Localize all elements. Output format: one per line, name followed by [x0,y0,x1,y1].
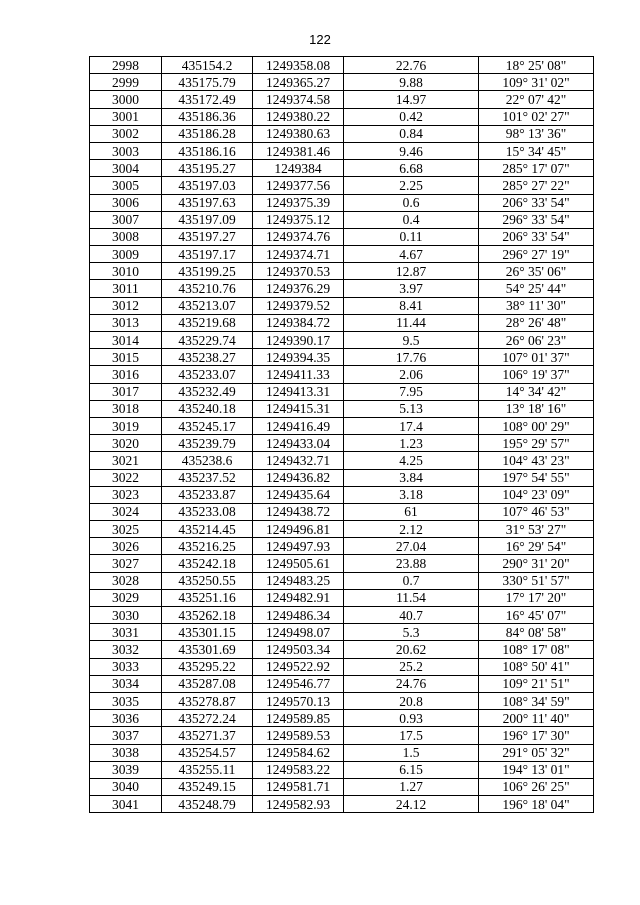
bearing-cell: 196° 17' 30" [479,727,594,744]
x-coordinate-cell: 435197.17 [162,246,253,263]
y-coordinate-cell: 1249497.93 [253,538,344,555]
table-row [90,314,594,331]
x-coordinate-cell: 435175.79 [162,74,253,91]
x-coordinate-cell: 435186.36 [162,108,253,125]
point-number-cell: 3003 [90,142,162,159]
table-row [90,469,594,486]
table-row [90,624,594,641]
y-coordinate-cell: 1249503.34 [253,641,344,658]
coordinates-table-body [90,57,594,813]
y-coordinate-cell: 1249589.85 [253,710,344,727]
point-number-cell: 3032 [90,641,162,658]
x-coordinate-cell: 435214.45 [162,521,253,538]
point-number-cell: 3005 [90,177,162,194]
distance-cell: 8.41 [344,297,479,314]
x-coordinate-cell: 435216.25 [162,538,253,555]
point-number-cell: 3022 [90,469,162,486]
x-coordinate-cell: 435233.07 [162,366,253,383]
bearing-cell: 84° 08' 58" [479,624,594,641]
y-coordinate-cell: 1249483.25 [253,572,344,589]
x-coordinate-cell: 435199.25 [162,263,253,280]
y-coordinate-cell: 1249394.35 [253,349,344,366]
table-row [90,503,594,520]
x-coordinate-cell: 435255.11 [162,761,253,778]
x-coordinate-cell: 435240.18 [162,400,253,417]
table-row [90,796,594,813]
bearing-cell: 291° 05' 32" [479,744,594,761]
table-row [90,108,594,125]
bearing-cell: 106° 26' 25" [479,778,594,795]
y-coordinate-cell: 1249582.93 [253,796,344,813]
x-coordinate-cell: 435245.17 [162,417,253,434]
table-row [90,177,594,194]
table-row [90,400,594,417]
distance-cell: 3.84 [344,469,479,486]
point-number-cell: 3026 [90,538,162,555]
distance-cell: 1.23 [344,435,479,452]
bearing-cell: 101° 02' 27" [479,108,594,125]
point-number-cell: 3041 [90,796,162,813]
y-coordinate-cell: 1249377.56 [253,177,344,194]
x-coordinate-cell: 435186.28 [162,125,253,142]
distance-cell: 2.12 [344,521,479,538]
point-number-cell: 3015 [90,349,162,366]
y-coordinate-cell: 1249374.71 [253,246,344,263]
y-coordinate-cell: 1249358.08 [253,57,344,74]
x-coordinate-cell: 435254.57 [162,744,253,761]
table-row [90,658,594,675]
point-number-cell: 3036 [90,710,162,727]
x-coordinate-cell: 435278.87 [162,692,253,709]
y-coordinate-cell: 1249498.07 [253,624,344,641]
distance-cell: 0.42 [344,108,479,125]
table-row [90,555,594,572]
x-coordinate-cell: 435197.63 [162,194,253,211]
y-coordinate-cell: 1249546.77 [253,675,344,692]
table-row [90,349,594,366]
distance-cell: 4.25 [344,452,479,469]
table-row [90,417,594,434]
y-coordinate-cell: 1249435.64 [253,486,344,503]
distance-cell: 23.88 [344,555,479,572]
y-coordinate-cell: 1249505.61 [253,555,344,572]
distance-cell: 61 [344,503,479,520]
point-number-cell: 3021 [90,452,162,469]
table-row [90,727,594,744]
distance-cell: 27.04 [344,538,479,555]
bearing-cell: 17° 17' 20" [479,589,594,606]
y-coordinate-cell: 1249381.46 [253,142,344,159]
bearing-cell: 38° 11' 30" [479,297,594,314]
x-coordinate-cell: 435233.08 [162,503,253,520]
x-coordinate-cell: 435197.27 [162,228,253,245]
table-row [90,675,594,692]
x-coordinate-cell: 435287.08 [162,675,253,692]
point-number-cell: 3025 [90,521,162,538]
bearing-cell: 195° 29' 57" [479,435,594,452]
distance-cell: 20.8 [344,692,479,709]
y-coordinate-cell: 1249413.31 [253,383,344,400]
table-row [90,160,594,177]
bearing-cell: 206° 33' 54" [479,228,594,245]
y-coordinate-cell: 1249432.71 [253,452,344,469]
table-row [90,778,594,795]
point-number-cell: 3011 [90,280,162,297]
x-coordinate-cell: 435197.03 [162,177,253,194]
x-coordinate-cell: 435301.15 [162,624,253,641]
bearing-cell: 285° 27' 22" [479,177,594,194]
point-number-cell: 3034 [90,675,162,692]
distance-cell: 6.68 [344,160,479,177]
table-row [90,744,594,761]
distance-cell: 0.11 [344,228,479,245]
bearing-cell: 31° 53' 27" [479,521,594,538]
y-coordinate-cell: 1249436.82 [253,469,344,486]
bearing-cell: 109° 31' 02" [479,74,594,91]
bearing-cell: 107° 46' 53" [479,503,594,520]
point-number-cell: 3013 [90,314,162,331]
point-number-cell: 3002 [90,125,162,142]
point-number-cell: 3030 [90,607,162,624]
y-coordinate-cell: 1249374.76 [253,228,344,245]
distance-cell: 24.76 [344,675,479,692]
table-row [90,263,594,280]
bearing-cell: 26° 06' 23" [479,332,594,349]
point-number-cell: 3007 [90,211,162,228]
bearing-cell: 104° 23' 09" [479,486,594,503]
point-number-cell: 3019 [90,417,162,434]
distance-cell: 1.27 [344,778,479,795]
distance-cell: 0.6 [344,194,479,211]
y-coordinate-cell: 1249380.22 [253,108,344,125]
bearing-cell: 108° 17' 08" [479,641,594,658]
point-number-cell: 3008 [90,228,162,245]
x-coordinate-cell: 435233.87 [162,486,253,503]
x-coordinate-cell: 435272.24 [162,710,253,727]
point-number-cell: 3014 [90,332,162,349]
point-number-cell: 3035 [90,692,162,709]
x-coordinate-cell: 435172.49 [162,91,253,108]
distance-cell: 17.4 [344,417,479,434]
table-row [90,57,594,74]
bearing-cell: 98° 13' 36" [479,125,594,142]
point-number-cell: 3027 [90,555,162,572]
point-number-cell: 3039 [90,761,162,778]
distance-cell: 5.13 [344,400,479,417]
table-row [90,486,594,503]
distance-cell: 2.25 [344,177,479,194]
point-number-cell: 3004 [90,160,162,177]
bearing-cell: 14° 34' 42" [479,383,594,400]
distance-cell: 9.88 [344,74,479,91]
x-coordinate-cell: 435238.27 [162,349,253,366]
bearing-cell: 16° 45' 07" [479,607,594,624]
table-row [90,228,594,245]
x-coordinate-cell: 435301.69 [162,641,253,658]
table-row [90,332,594,349]
bearing-cell: 197° 54' 55" [479,469,594,486]
x-coordinate-cell: 435186.16 [162,142,253,159]
bearing-cell: 106° 19' 37" [479,366,594,383]
bearing-cell: 15° 34' 45" [479,142,594,159]
table-row [90,211,594,228]
y-coordinate-cell: 1249583.22 [253,761,344,778]
bearing-cell: 109° 21' 51" [479,675,594,692]
x-coordinate-cell: 435271.37 [162,727,253,744]
x-coordinate-cell: 435219.68 [162,314,253,331]
point-number-cell: 3016 [90,366,162,383]
y-coordinate-cell: 1249384 [253,160,344,177]
distance-cell: 22.76 [344,57,479,74]
distance-cell: 0.93 [344,710,479,727]
y-coordinate-cell: 1249375.39 [253,194,344,211]
y-coordinate-cell: 1249384.72 [253,314,344,331]
y-coordinate-cell: 1249486.34 [253,607,344,624]
table-row [90,692,594,709]
x-coordinate-cell: 435239.79 [162,435,253,452]
distance-cell: 7.95 [344,383,479,400]
y-coordinate-cell: 1249482.91 [253,589,344,606]
table-row [90,452,594,469]
y-coordinate-cell: 1249522.92 [253,658,344,675]
bearing-cell: 108° 00' 29" [479,417,594,434]
x-coordinate-cell: 435238.6 [162,452,253,469]
distance-cell: 17.5 [344,727,479,744]
x-coordinate-cell: 435210.76 [162,280,253,297]
distance-cell: 20.62 [344,641,479,658]
distance-cell: 11.44 [344,314,479,331]
y-coordinate-cell: 1249376.29 [253,280,344,297]
distance-cell: 4.67 [344,246,479,263]
distance-cell: 40.7 [344,607,479,624]
bearing-cell: 194° 13' 01" [479,761,594,778]
distance-cell: 3.97 [344,280,479,297]
point-number-cell: 3037 [90,727,162,744]
point-number-cell: 3006 [90,194,162,211]
y-coordinate-cell: 1249379.52 [253,297,344,314]
y-coordinate-cell: 1249570.13 [253,692,344,709]
x-coordinate-cell: 435295.22 [162,658,253,675]
bearing-cell: 196° 18' 04" [479,796,594,813]
y-coordinate-cell: 1249581.71 [253,778,344,795]
x-coordinate-cell: 435229.74 [162,332,253,349]
y-coordinate-cell: 1249380.63 [253,125,344,142]
distance-cell: 25.2 [344,658,479,675]
point-number-cell: 3023 [90,486,162,503]
table-row [90,538,594,555]
bearing-cell: 206° 33' 54" [479,194,594,211]
y-coordinate-cell: 1249438.72 [253,503,344,520]
distance-cell: 0.84 [344,125,479,142]
table-row [90,761,594,778]
y-coordinate-cell: 1249415.31 [253,400,344,417]
bearing-cell: 107° 01' 37" [479,349,594,366]
x-coordinate-cell: 435250.55 [162,572,253,589]
point-number-cell: 2999 [90,74,162,91]
distance-cell: 12.87 [344,263,479,280]
distance-cell: 24.12 [344,796,479,813]
distance-cell: 11.54 [344,589,479,606]
y-coordinate-cell: 1249433.04 [253,435,344,452]
point-number-cell: 3040 [90,778,162,795]
point-number-cell: 3033 [90,658,162,675]
page-number: 122 [309,32,331,47]
y-coordinate-cell: 1249584.62 [253,744,344,761]
bearing-cell: 290° 31' 20" [479,555,594,572]
x-coordinate-cell: 435213.07 [162,297,253,314]
distance-cell: 3.18 [344,486,479,503]
table-row [90,125,594,142]
bearing-cell: 296° 33' 54" [479,211,594,228]
distance-cell: 1.5 [344,744,479,761]
point-number-cell: 3018 [90,400,162,417]
point-number-cell: 3001 [90,108,162,125]
x-coordinate-cell: 435248.79 [162,796,253,813]
x-coordinate-cell: 435232.49 [162,383,253,400]
bearing-cell: 28° 26' 48" [479,314,594,331]
distance-cell: 17.76 [344,349,479,366]
point-number-cell: 3010 [90,263,162,280]
point-number-cell: 3024 [90,503,162,520]
bearing-cell: 13° 18' 16" [479,400,594,417]
bearing-cell: 330° 51' 57" [479,572,594,589]
table-row [90,246,594,263]
table-row [90,383,594,400]
table-row [90,297,594,314]
point-number-cell: 3028 [90,572,162,589]
distance-cell: 0.7 [344,572,479,589]
table-row [90,280,594,297]
y-coordinate-cell: 1249375.12 [253,211,344,228]
distance-cell: 9.46 [344,142,479,159]
y-coordinate-cell: 1249370.53 [253,263,344,280]
bearing-cell: 296° 27' 19" [479,246,594,263]
y-coordinate-cell: 1249589.53 [253,727,344,744]
x-coordinate-cell: 435197.09 [162,211,253,228]
bearing-cell: 104° 43' 23" [479,452,594,469]
x-coordinate-cell: 435237.52 [162,469,253,486]
y-coordinate-cell: 1249411.33 [253,366,344,383]
distance-cell: 0.4 [344,211,479,228]
y-coordinate-cell: 1249390.17 [253,332,344,349]
bearing-cell: 18° 25' 08" [479,57,594,74]
x-coordinate-cell: 435251.16 [162,589,253,606]
bearing-cell: 285° 17' 07" [479,160,594,177]
bearing-cell: 22° 07' 42" [479,91,594,108]
point-number-cell: 3017 [90,383,162,400]
point-number-cell: 3020 [90,435,162,452]
point-number-cell: 3009 [90,246,162,263]
point-number-cell: 3000 [90,91,162,108]
bearing-cell: 108° 50' 41" [479,658,594,675]
point-number-cell: 3031 [90,624,162,641]
x-coordinate-cell: 435154.2 [162,57,253,74]
bearing-cell: 200° 11' 40" [479,710,594,727]
table-row [90,142,594,159]
table-row [90,91,594,108]
point-number-cell: 3012 [90,297,162,314]
distance-cell: 14.97 [344,91,479,108]
table-row [90,607,594,624]
x-coordinate-cell: 435195.27 [162,160,253,177]
point-number-cell: 3029 [90,589,162,606]
distance-cell: 5.3 [344,624,479,641]
x-coordinate-cell: 435262.18 [162,607,253,624]
point-number-cell: 3038 [90,744,162,761]
point-number-cell: 2998 [90,57,162,74]
x-coordinate-cell: 435249.15 [162,778,253,795]
distance-cell: 6.15 [344,761,479,778]
table-row [90,710,594,727]
x-coordinate-cell: 435242.18 [162,555,253,572]
bearing-cell: 108° 34' 59" [479,692,594,709]
bearing-cell: 26° 35' 06" [479,263,594,280]
table-row [90,74,594,91]
bearing-cell: 16° 29' 54" [479,538,594,555]
distance-cell: 2.06 [344,366,479,383]
table-row [90,572,594,589]
table-row [90,194,594,211]
y-coordinate-cell: 1249374.58 [253,91,344,108]
distance-cell: 9.5 [344,332,479,349]
y-coordinate-cell: 1249365.27 [253,74,344,91]
table-row [90,366,594,383]
table-row [90,641,594,658]
table-row [90,521,594,538]
table-row [90,589,594,606]
y-coordinate-cell: 1249496.81 [253,521,344,538]
table-row [90,435,594,452]
coordinates-table [89,56,594,813]
bearing-cell: 54° 25' 44" [479,280,594,297]
y-coordinate-cell: 1249416.49 [253,417,344,434]
